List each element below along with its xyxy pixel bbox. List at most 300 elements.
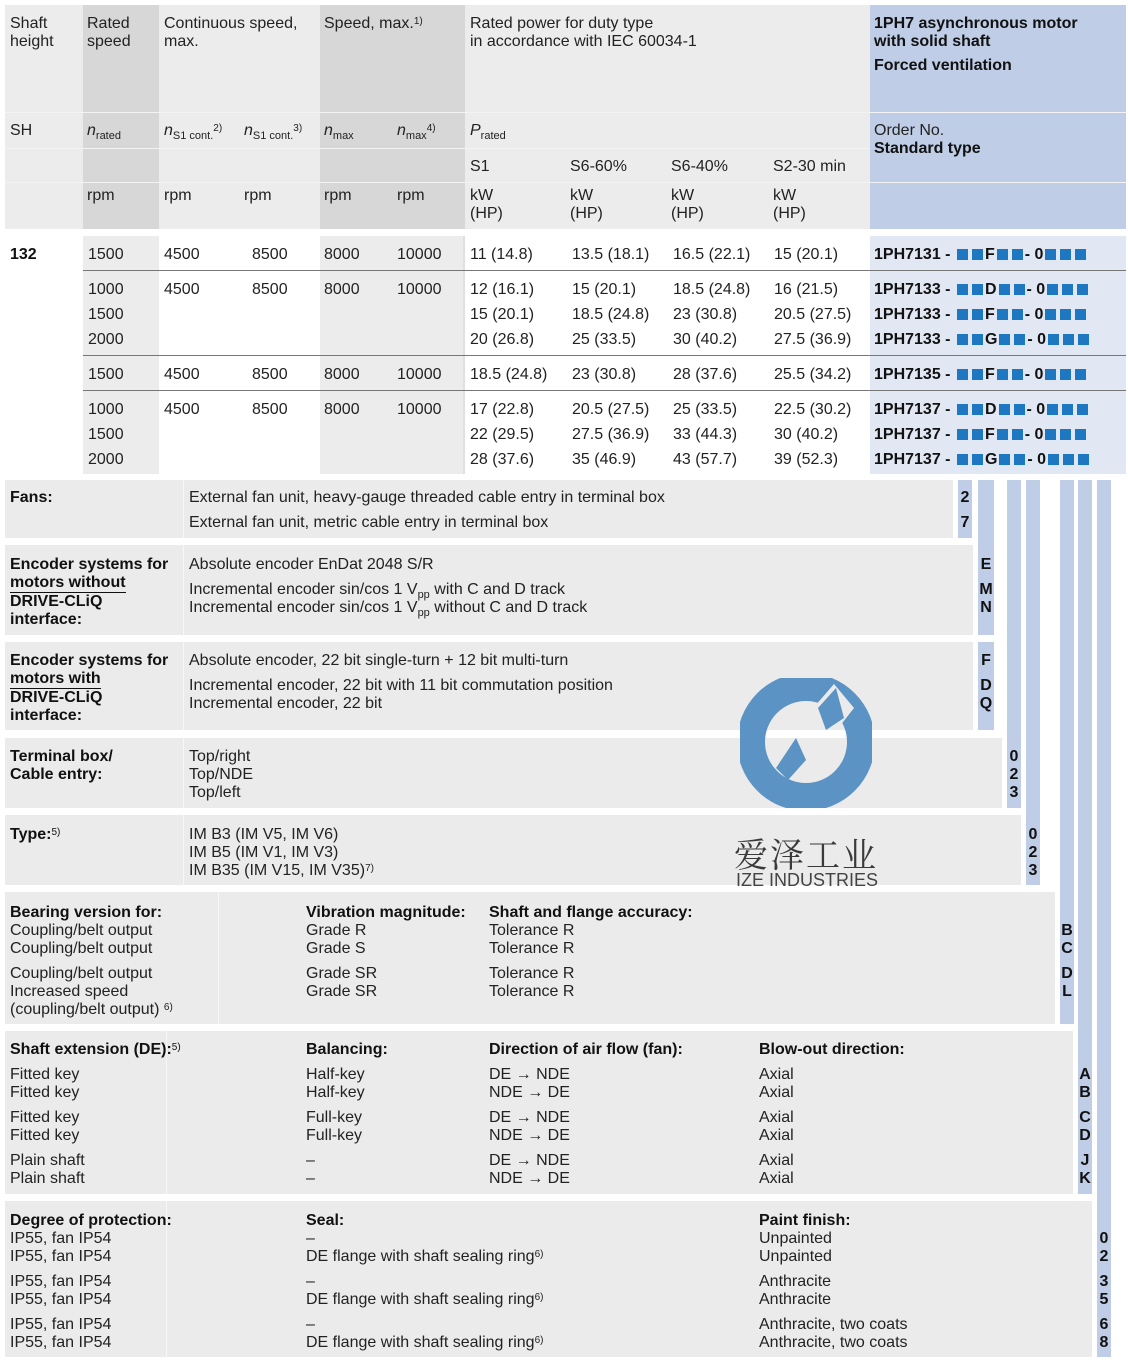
cell-rated: 1500 — [88, 366, 124, 383]
cell-rated: 1000 — [88, 401, 124, 418]
vibration-cell: Grade SR — [306, 965, 378, 982]
shaft-ext-code: C — [1079, 1109, 1091, 1126]
header-text: Shaft extension (DE): — [10, 1041, 172, 1058]
header-text: in accordance with IEC 60034-1 — [470, 33, 697, 50]
cell-p-s6-60: 23 (30.8) — [572, 366, 637, 383]
cell-s1b: 8500 — [252, 281, 288, 298]
bearing-text: Increased speed — [10, 983, 129, 1000]
cell-p-s6-40: 33 (44.3) — [673, 426, 738, 443]
cell-p-s6-60: 13.5 (18.1) — [572, 246, 650, 263]
accuracy-cell: Tolerance R — [489, 940, 575, 957]
code-bar-type — [1026, 480, 1040, 885]
bearing-code: B — [1061, 922, 1073, 939]
code-letter: F — [984, 426, 995, 443]
placeholder-square-icon — [1012, 249, 1023, 260]
placeholder-square-icon — [997, 369, 1008, 380]
air-flow-cell: NDE → DE — [489, 1127, 570, 1144]
protection-code: 6 — [1099, 1316, 1109, 1333]
protection-cell: IP55, fan IP54 — [10, 1248, 112, 1265]
order-code[interactable] — [874, 426, 1088, 444]
header-cont-speed — [164, 15, 297, 51]
placeholder-square-icon — [1077, 404, 1088, 415]
shaft-height-value: 132 — [10, 246, 37, 263]
cell-p-s2-30: 25.5 (34.2) — [774, 366, 852, 383]
cell-rated: 2000 — [88, 451, 124, 468]
type-code: 2 — [1028, 844, 1038, 861]
encoder-with-label — [10, 652, 168, 725]
terminal-box-label — [10, 748, 113, 784]
cell-p-s6-40: 30 (40.2) — [673, 331, 738, 348]
option-text: Incremental encoder sin/cos 1 V — [189, 599, 418, 616]
duty-type-s6-60: S6-60% — [570, 158, 627, 175]
placeholder-square-icon — [1012, 309, 1023, 320]
terminal-box-code: 0 — [1009, 748, 1019, 765]
type-option[interactable]: IM B3 (IM V5, IM V6) — [189, 826, 339, 843]
cell-p-s6-40: 43 (57.7) — [673, 451, 738, 468]
label-line: DRIVE-CLiQ — [10, 689, 103, 706]
protection-code: 0 — [1099, 1230, 1109, 1247]
order-code[interactable] — [874, 331, 1091, 349]
encoder-code: M — [979, 581, 993, 598]
cell-maxb: 10000 — [397, 281, 442, 298]
fans-code: 2 — [960, 489, 970, 506]
order-code[interactable] — [874, 366, 1088, 384]
section-divider — [183, 815, 184, 885]
shaft-ext-cell: Fitted key — [10, 1084, 80, 1101]
accuracy-cell: Tolerance R — [489, 922, 575, 939]
shaft-ext-code: D — [1079, 1127, 1091, 1144]
header-text: with solid shaft — [874, 33, 991, 50]
paint-cell: Unpainted — [759, 1248, 832, 1265]
bearing-code: L — [1062, 983, 1072, 1000]
placeholder-square-icon — [972, 369, 983, 380]
symbol: n — [164, 122, 173, 139]
fans-code: 7 — [960, 514, 970, 531]
placeholder-square-icon — [972, 249, 983, 260]
encoder-option[interactable] — [189, 599, 587, 618]
footnote-ref: 4) — [426, 123, 436, 134]
placeholder-square-icon — [999, 454, 1010, 465]
shaft-ext-cell: Plain shaft — [10, 1152, 85, 1169]
symbol: n — [87, 122, 96, 139]
seal-cell: – — [306, 1273, 315, 1290]
placeholder-square-icon — [1014, 454, 1025, 465]
code-mid: - 0 — [1024, 366, 1044, 383]
seal-cell: – — [306, 1316, 315, 1333]
seal-text: DE flange with shaft sealing ring — [306, 1248, 535, 1265]
placeholder-square-icon — [957, 404, 968, 415]
cell-maxa: 8000 — [324, 281, 360, 298]
paint-cell: Anthracite, two coats — [759, 1316, 908, 1333]
air-flow-cell: NDE → DE — [489, 1084, 570, 1101]
placeholder-square-icon — [1047, 284, 1058, 295]
placeholder-square-icon — [1075, 429, 1086, 440]
cell-p-s2-30: 20.5 (27.5) — [774, 306, 852, 323]
air-flow-cell: NDE → DE — [489, 1170, 570, 1187]
blow-out-cell: Axial — [759, 1170, 794, 1187]
bearing-cell[interactable]: Coupling/belt output — [10, 965, 153, 982]
cell-p-s6-60: 25 (33.5) — [572, 331, 637, 348]
protection-cell: IP55, fan IP54 — [10, 1291, 112, 1308]
footnote-ref: 1) — [413, 16, 423, 27]
cell-p-s6-60: 18.5 (24.8) — [572, 306, 650, 323]
group-separator — [83, 390, 1126, 391]
paint-cell: Unpainted — [759, 1230, 832, 1247]
vibration-cell: Grade R — [306, 922, 367, 939]
cell-p-s1: 20 (26.8) — [470, 331, 535, 348]
encoder-code: F — [981, 652, 991, 669]
bearing-text: (coupling/belt output) — [10, 1001, 160, 1018]
type-label — [10, 826, 60, 844]
balancing-cell: Half-key — [306, 1084, 365, 1101]
placeholder-square-icon — [1012, 429, 1023, 440]
placeholder-square-icon — [997, 249, 1008, 260]
terminal-box-option[interactable]: Top/right — [189, 748, 251, 765]
protection-code: 8 — [1099, 1334, 1109, 1351]
watermark-logo-icon — [736, 678, 876, 810]
label-line: Type: — [10, 826, 52, 843]
footnote-ref: 5) — [171, 1042, 181, 1053]
protection-cell: IP55, fan IP54 — [10, 1316, 112, 1333]
bearing-cell[interactable]: Coupling/belt output — [10, 940, 153, 957]
placeholder-square-icon — [1045, 429, 1056, 440]
code-prefix: 1PH7133 - — [874, 331, 951, 348]
placeholder-square-icon — [972, 454, 983, 465]
encoder-without-label — [10, 556, 168, 629]
footnote-ref: 6) — [534, 1249, 544, 1260]
cell-p-s2-30: 39 (52.3) — [774, 451, 839, 468]
protection-header: Degree of protection: — [10, 1212, 172, 1229]
label-line: Encoder systems for — [10, 652, 169, 669]
paint-cell: Anthracite — [759, 1273, 832, 1290]
unit-kw: kW — [773, 187, 797, 204]
terminal-box-code: 3 — [1009, 784, 1019, 801]
encoder-option[interactable]: Incremental encoder, 22 bit — [189, 695, 383, 712]
header-shaft-height — [10, 15, 54, 51]
shaft-ext-codes — [1078, 1066, 1092, 1188]
symbol: P — [470, 122, 481, 139]
symbol-p-rated — [470, 122, 506, 141]
symbol: n — [244, 122, 253, 139]
shaft-ext-code: J — [1080, 1152, 1090, 1169]
seal-cell — [306, 1291, 543, 1309]
code-letter: G — [984, 451, 998, 468]
header-text: Rated — [87, 15, 130, 32]
seal-cell: – — [306, 1230, 315, 1247]
unit-hp: (HP) — [773, 205, 806, 222]
cell-s1b: 8500 — [252, 366, 288, 383]
header-text: Speed, max. — [324, 15, 414, 32]
code-prefix: 1PH7133 - — [874, 306, 951, 323]
label-line: interface: — [10, 707, 83, 724]
seal-cell — [306, 1334, 543, 1352]
cell-rated: 1500 — [88, 246, 124, 263]
encoder-code: D — [980, 677, 992, 694]
cell-p-s6-40: 18.5 (24.8) — [673, 281, 751, 298]
fans-option[interactable]: External fan unit, metric cable entry in terminal box — [189, 514, 549, 531]
blow-out-cell: Axial — [759, 1066, 794, 1083]
terminal-box-code: 2 — [1009, 766, 1019, 783]
terminal-box-option[interactable]: Top/NDE — [189, 766, 254, 783]
header-text: Continuous speed, — [164, 15, 298, 32]
section-divider — [218, 892, 219, 1024]
bearing-cell: Coupling/belt output — [10, 922, 153, 939]
section-divider — [183, 545, 184, 635]
cell-p-s1: 22 (29.5) — [470, 426, 535, 443]
placeholder-square-icon — [1063, 454, 1074, 465]
encoder-option[interactable]: Absolute encoder EnDat 2048 S/R — [189, 556, 434, 573]
code-prefix: 1PH7135 - — [874, 366, 951, 383]
placeholder-square-icon — [1045, 309, 1056, 320]
blow-out-cell: Axial — [759, 1152, 794, 1169]
placeholder-square-icon — [1075, 369, 1086, 380]
placeholder-square-icon — [999, 334, 1010, 345]
code-mid: - 0 — [1027, 331, 1047, 348]
placeholder-square-icon — [997, 309, 1008, 320]
accuracy-cell: Tolerance R — [489, 965, 575, 982]
unit-rpm: rpm — [164, 187, 192, 204]
footnote-ref: 3) — [293, 123, 303, 134]
footnote-ref: 7) — [365, 863, 374, 874]
order-code[interactable] — [874, 246, 1088, 264]
placeholder-square-icon — [1060, 429, 1071, 440]
cell-p-s6-60: 15 (20.1) — [572, 281, 637, 298]
placeholder-square-icon — [957, 284, 968, 295]
cell-p-s6-40: 28 (37.6) — [673, 366, 738, 383]
placeholder-square-icon — [957, 249, 968, 260]
duty-type-s6-40: S6-40% — [671, 158, 728, 175]
cell-maxb: 10000 — [397, 366, 442, 383]
cell-p-s1: 12 (16.1) — [470, 281, 535, 298]
cell-p-s2-30: 15 (20.1) — [774, 246, 839, 263]
option-text: Incremental encoder sin/cos 1 V — [189, 581, 418, 598]
label-line: interface: — [10, 611, 83, 628]
placeholder-square-icon — [972, 284, 983, 295]
group-separator — [83, 355, 1126, 356]
code-prefix: 1PH7133 - — [874, 281, 951, 298]
code-mid: - 0 — [1026, 281, 1046, 298]
shaft-ext-cell: Plain shaft — [10, 1170, 85, 1187]
placeholder-square-icon — [1062, 404, 1073, 415]
placeholder-square-icon — [1075, 249, 1086, 260]
placeholder-square-icon — [1014, 334, 1025, 345]
unit-kw-hp — [470, 187, 503, 223]
duty-type-s2-30: S2-30 min — [773, 158, 846, 175]
cell-rated: 1000 — [88, 281, 124, 298]
bearing-row[interactable] — [10, 922, 152, 940]
encoder-option[interactable]: Incremental encoder, 22 bit with 11 bit commutation position — [189, 677, 613, 694]
code-letter: F — [984, 366, 995, 383]
placeholder-square-icon — [972, 334, 983, 345]
order-code[interactable] — [874, 306, 1088, 324]
code-letter: F — [984, 306, 995, 323]
cell-s1a: 4500 — [164, 281, 200, 298]
symbol-n-rated — [87, 122, 121, 141]
bearing-code: D — [1061, 965, 1073, 982]
order-no-label — [874, 122, 981, 158]
cell-rated: 1500 — [88, 306, 124, 323]
placeholder-square-icon — [957, 334, 968, 345]
placeholder-square-icon — [999, 284, 1010, 295]
code-letter: D — [984, 401, 997, 418]
symbol-n-s1-cont-b — [244, 122, 302, 141]
encoder-option[interactable] — [189, 581, 565, 600]
symbol-sub: max — [405, 130, 427, 142]
type-codes — [1026, 826, 1040, 880]
vibration-cell: Grade S — [306, 940, 366, 957]
label-line: motors with — [10, 670, 101, 687]
unit-rpm: rpm — [324, 187, 352, 204]
order-code[interactable] — [874, 451, 1091, 469]
unit-kw: kW — [570, 187, 594, 204]
shaft-ext-header — [10, 1041, 181, 1059]
cell-maxa: 8000 — [324, 366, 360, 383]
header-text: Rated power for duty type — [470, 15, 654, 32]
option-text: IM B35 (IM V15, IM V35) — [189, 862, 366, 879]
cell-p-s6-60: 35 (46.9) — [572, 451, 637, 468]
terminal-box-options — [189, 748, 253, 802]
protection-cell: IP55, fan IP54 — [10, 1230, 112, 1247]
cell-p-s6-40: 25 (33.5) — [673, 401, 738, 418]
placeholder-square-icon — [997, 429, 1008, 440]
watermark-text-en: IZE INDUSTRIES — [736, 870, 879, 890]
cell-rated: 1500 — [88, 426, 124, 443]
terminal-box-option[interactable]: Top/left — [189, 784, 241, 801]
placeholder-square-icon — [1014, 284, 1025, 295]
paint-cell: Anthracite — [759, 1291, 832, 1308]
label-line: Encoder systems for — [10, 556, 169, 573]
placeholder-square-icon — [957, 429, 968, 440]
shaft-ext-code: K — [1079, 1170, 1091, 1187]
cell-p-s2-30: 30 (40.2) — [774, 426, 839, 443]
balancing-cell: Full-key — [306, 1127, 363, 1144]
header-text: Shaft — [10, 15, 48, 32]
duty-type-s1: S1 — [470, 158, 490, 175]
type-option[interactable]: IM B5 (IM V1, IM V3) — [189, 844, 339, 861]
placeholder-square-icon — [1045, 369, 1056, 380]
seal-text: DE flange with shaft sealing ring — [306, 1291, 535, 1308]
footnote-ref: 2) — [213, 123, 223, 134]
placeholder-square-icon — [1078, 454, 1089, 465]
code-prefix: 1PH7137 - — [874, 426, 951, 443]
code-letter: D — [984, 281, 997, 298]
encoder-code: N — [980, 599, 992, 616]
placeholder-square-icon — [1012, 369, 1023, 380]
label-line: Terminal box/ — [10, 748, 113, 765]
footnote-ref: 6) — [534, 1292, 544, 1303]
protection-code: 5 — [1099, 1291, 1109, 1308]
protection-cell: IP55, fan IP54 — [10, 1334, 112, 1351]
symbol-n-max-b — [397, 122, 436, 141]
symbol-sub: rated — [480, 130, 506, 142]
header-text: Standard type — [874, 140, 981, 157]
cell-p-s6-40: 16.5 (22.1) — [673, 246, 751, 263]
header-text: height — [10, 33, 54, 50]
type-code: 3 — [1028, 862, 1038, 879]
placeholder-square-icon — [1075, 309, 1086, 320]
group-separator — [83, 270, 1126, 271]
label-line: Cable entry: — [10, 766, 103, 783]
air-flow-header: Direction of air flow (fan): — [489, 1041, 683, 1058]
blow-out-header: Blow-out direction: — [759, 1041, 905, 1058]
option-sub: pp — [417, 607, 430, 619]
cell-p-s1: 28 (37.6) — [470, 451, 535, 468]
fans-option[interactable]: External fan unit, heavy-gauge threaded cable entry in terminal box — [189, 489, 665, 506]
option-text: with C and D track — [429, 581, 565, 598]
code-mid: - 0 — [1027, 451, 1047, 468]
type-options — [189, 826, 374, 880]
shaft-ext-cell: Fitted key — [10, 1066, 80, 1083]
label-line: DRIVE-CLiQ — [10, 593, 103, 610]
type-option[interactable] — [189, 862, 374, 880]
cell-p-s2-30: 27.5 (36.9) — [774, 331, 852, 348]
product-subtitle: Forced ventilation — [874, 57, 1012, 74]
code-mid: - 0 — [1024, 246, 1044, 263]
order-code[interactable] — [874, 401, 1090, 419]
code-letter: F — [984, 246, 995, 263]
seal-cell — [306, 1248, 543, 1266]
bearing-header: Bearing version for: — [10, 904, 163, 921]
shaft-ext-code: A — [1079, 1066, 1091, 1083]
air-flow-cell: DE → NDE — [489, 1152, 570, 1169]
product-title — [874, 15, 1078, 75]
placeholder-square-icon — [1048, 334, 1059, 345]
cell-maxb: 10000 — [397, 246, 442, 263]
code-mid: - 0 — [1026, 401, 1046, 418]
terminal-box-codes — [1007, 748, 1021, 802]
code-mid: - 0 — [1024, 426, 1044, 443]
header-rated-power — [470, 15, 697, 51]
watermark-text-cn: 爱泽工业 — [734, 836, 878, 876]
option-sub: pp — [417, 589, 430, 601]
air-flow-cell: DE → NDE — [489, 1066, 570, 1083]
footnote-ref: 6) — [163, 1002, 173, 1013]
unit-kw: kW — [470, 187, 494, 204]
paint-cell: Anthracite, two coats — [759, 1334, 908, 1351]
cell-p-s2-30: 22.5 (30.2) — [774, 401, 852, 418]
cell-maxa: 8000 — [324, 246, 360, 263]
header-speed-max — [324, 15, 423, 33]
code-prefix: 1PH7137 - — [874, 401, 951, 418]
order-code[interactable] — [874, 281, 1090, 299]
header-text: Order No. — [874, 122, 945, 139]
unit-kw: kW — [671, 187, 695, 204]
seal-text: DE flange with shaft sealing ring — [306, 1334, 535, 1351]
symbol-sub: S1 cont. — [252, 130, 294, 142]
placeholder-square-icon — [957, 369, 968, 380]
placeholder-square-icon — [1077, 284, 1088, 295]
placeholder-square-icon — [1060, 309, 1071, 320]
unit-rpm: rpm — [397, 187, 425, 204]
placeholder-square-icon — [972, 309, 983, 320]
symbol-sub: rated — [95, 130, 121, 142]
symbol-sub: S1 cont. — [172, 130, 214, 142]
shaft-ext-code: B — [1079, 1084, 1091, 1101]
cell-p-s6-60: 20.5 (27.5) — [572, 401, 650, 418]
placeholder-square-icon — [1048, 454, 1059, 465]
symbol-n-max-a — [324, 122, 354, 141]
fans-label: Fans: — [10, 489, 53, 506]
bearing-cell[interactable] — [10, 983, 173, 1019]
encoder-option[interactable]: Absolute encoder, 22 bit single-turn + 12 bit multi-turn — [189, 652, 569, 669]
section-divider — [183, 738, 184, 808]
protection-code: 3 — [1099, 1273, 1109, 1290]
blow-out-cell: Axial — [759, 1127, 794, 1144]
header-rated-speed — [87, 15, 131, 51]
blow-out-cell: Axial — [759, 1084, 794, 1101]
cell-p-s6-60: 27.5 (36.9) — [572, 426, 650, 443]
encoder-code: E — [980, 556, 992, 573]
